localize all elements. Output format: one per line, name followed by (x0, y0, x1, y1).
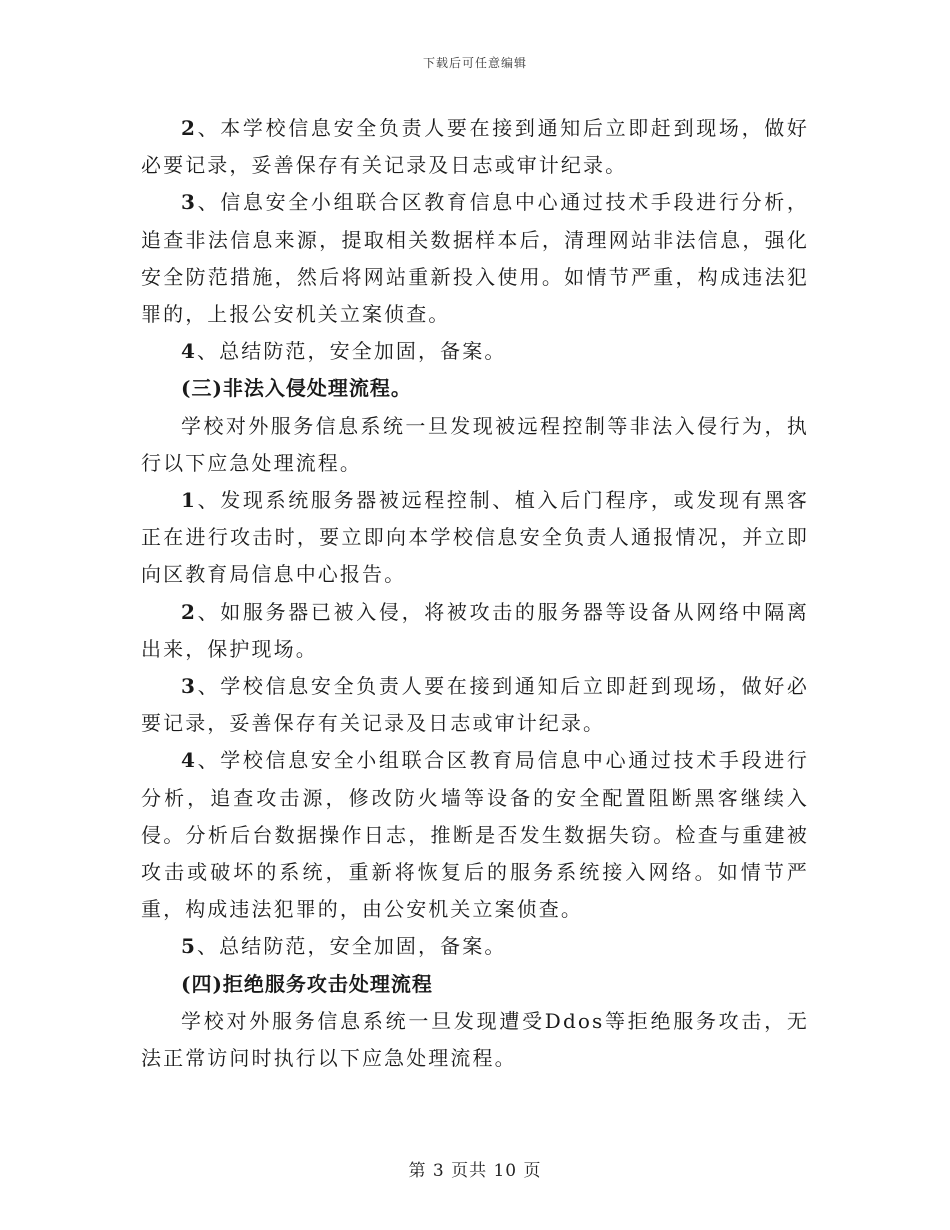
page-header-note: 下载后可任意编辑 (422, 56, 527, 70)
section-heading-dos: (四)拒绝服务攻击处理流程 (181, 971, 433, 996)
paragraph-text: 、如服务器已被入侵，将被攻击的服务器等设备从网络中隔离出来，保护现场。 (141, 599, 809, 661)
paragraph-text: 、总结防范，安全加固，备案。 (197, 934, 507, 959)
paragraph-text: 学校对外服务信息系统一旦发现被远程控制等非法入侵行为，执行以下应急处理流程。 (141, 413, 809, 475)
paragraph-intrusion-step-5 (141, 928, 809, 965)
paragraph-intrusion-step-3 (141, 668, 809, 742)
document-body (141, 110, 809, 1077)
paragraph-step-4 (141, 333, 809, 370)
paragraph-step-2 (141, 110, 809, 184)
paragraph-step-3 (141, 184, 809, 333)
step-number: 2 (181, 116, 198, 140)
paragraph-text: 、发现系统服务器被远程控制、植入后门程序，或发现有黑客正在进行攻击时，要立即向本学校信息安全负责人通报情况，并立即向区教育局信息中心报告。 (141, 488, 809, 587)
paragraph-intrusion-intro (141, 408, 809, 482)
step-number: 3 (181, 674, 198, 699)
paragraph-intrusion-step-2 (141, 594, 809, 668)
paragraph-intrusion-step-1 (141, 482, 809, 594)
page-number: 第 3 页共 10 页 (408, 1161, 542, 1181)
paragraph-text: 学校对外服务信息系统一旦发现遭受Ddos等拒绝服务攻击，无法正常访问时执行以下应急处理流程。 (141, 1008, 809, 1071)
section-heading-intrusion: (三)非法入侵处理流程。 (181, 376, 412, 401)
step-number: 4 (181, 748, 198, 773)
paragraph-text: 、本学校信息安全负责人要在接到通知后立即赶到现场，做好必要记录，妥善保存有关记录及日志或审计纪录。 (141, 116, 809, 178)
paragraph-text: 、总结防范，安全加固，备案。 (197, 339, 507, 364)
step-number: 3 (181, 190, 198, 215)
step-number: 5 (181, 934, 198, 959)
step-number: 1 (181, 488, 198, 513)
paragraph-text: 、学校信息安全负责人要在接到通知后立即赶到现场，做好必要记录，妥善保存有关记录及日志或审计纪录。 (141, 674, 809, 736)
paragraph-text: 、信息安全小组联合区教育信息中心通过技术手段进行分析，追查非法信息来源，提取相关数据样本后，清理网站非法信息，强化安全防范措施，然后将网站重新投入使用。如情节严重，构成违法犯罪的，上报公安机关立案侦查。 (141, 190, 809, 327)
paragraph-dos-intro (141, 1003, 809, 1077)
paragraph-intrusion-step-4 (141, 742, 809, 928)
step-number: 4 (181, 339, 198, 364)
step-number: 2 (181, 599, 198, 624)
paragraph-text: 、学校信息安全小组联合区教育局信息中心通过技术手段进行分析，追查攻击源，修改防火墙等设备的安全配置阻断黑客继续入侵。分析后台数据操作日志，推断是否发生数据失窃。检查与重建被攻击或破坏的系统，重新将恢复后的服务系统接入网络。如情节严重，构成违法犯罪的，由公安机关立案侦查。 (141, 748, 809, 922)
